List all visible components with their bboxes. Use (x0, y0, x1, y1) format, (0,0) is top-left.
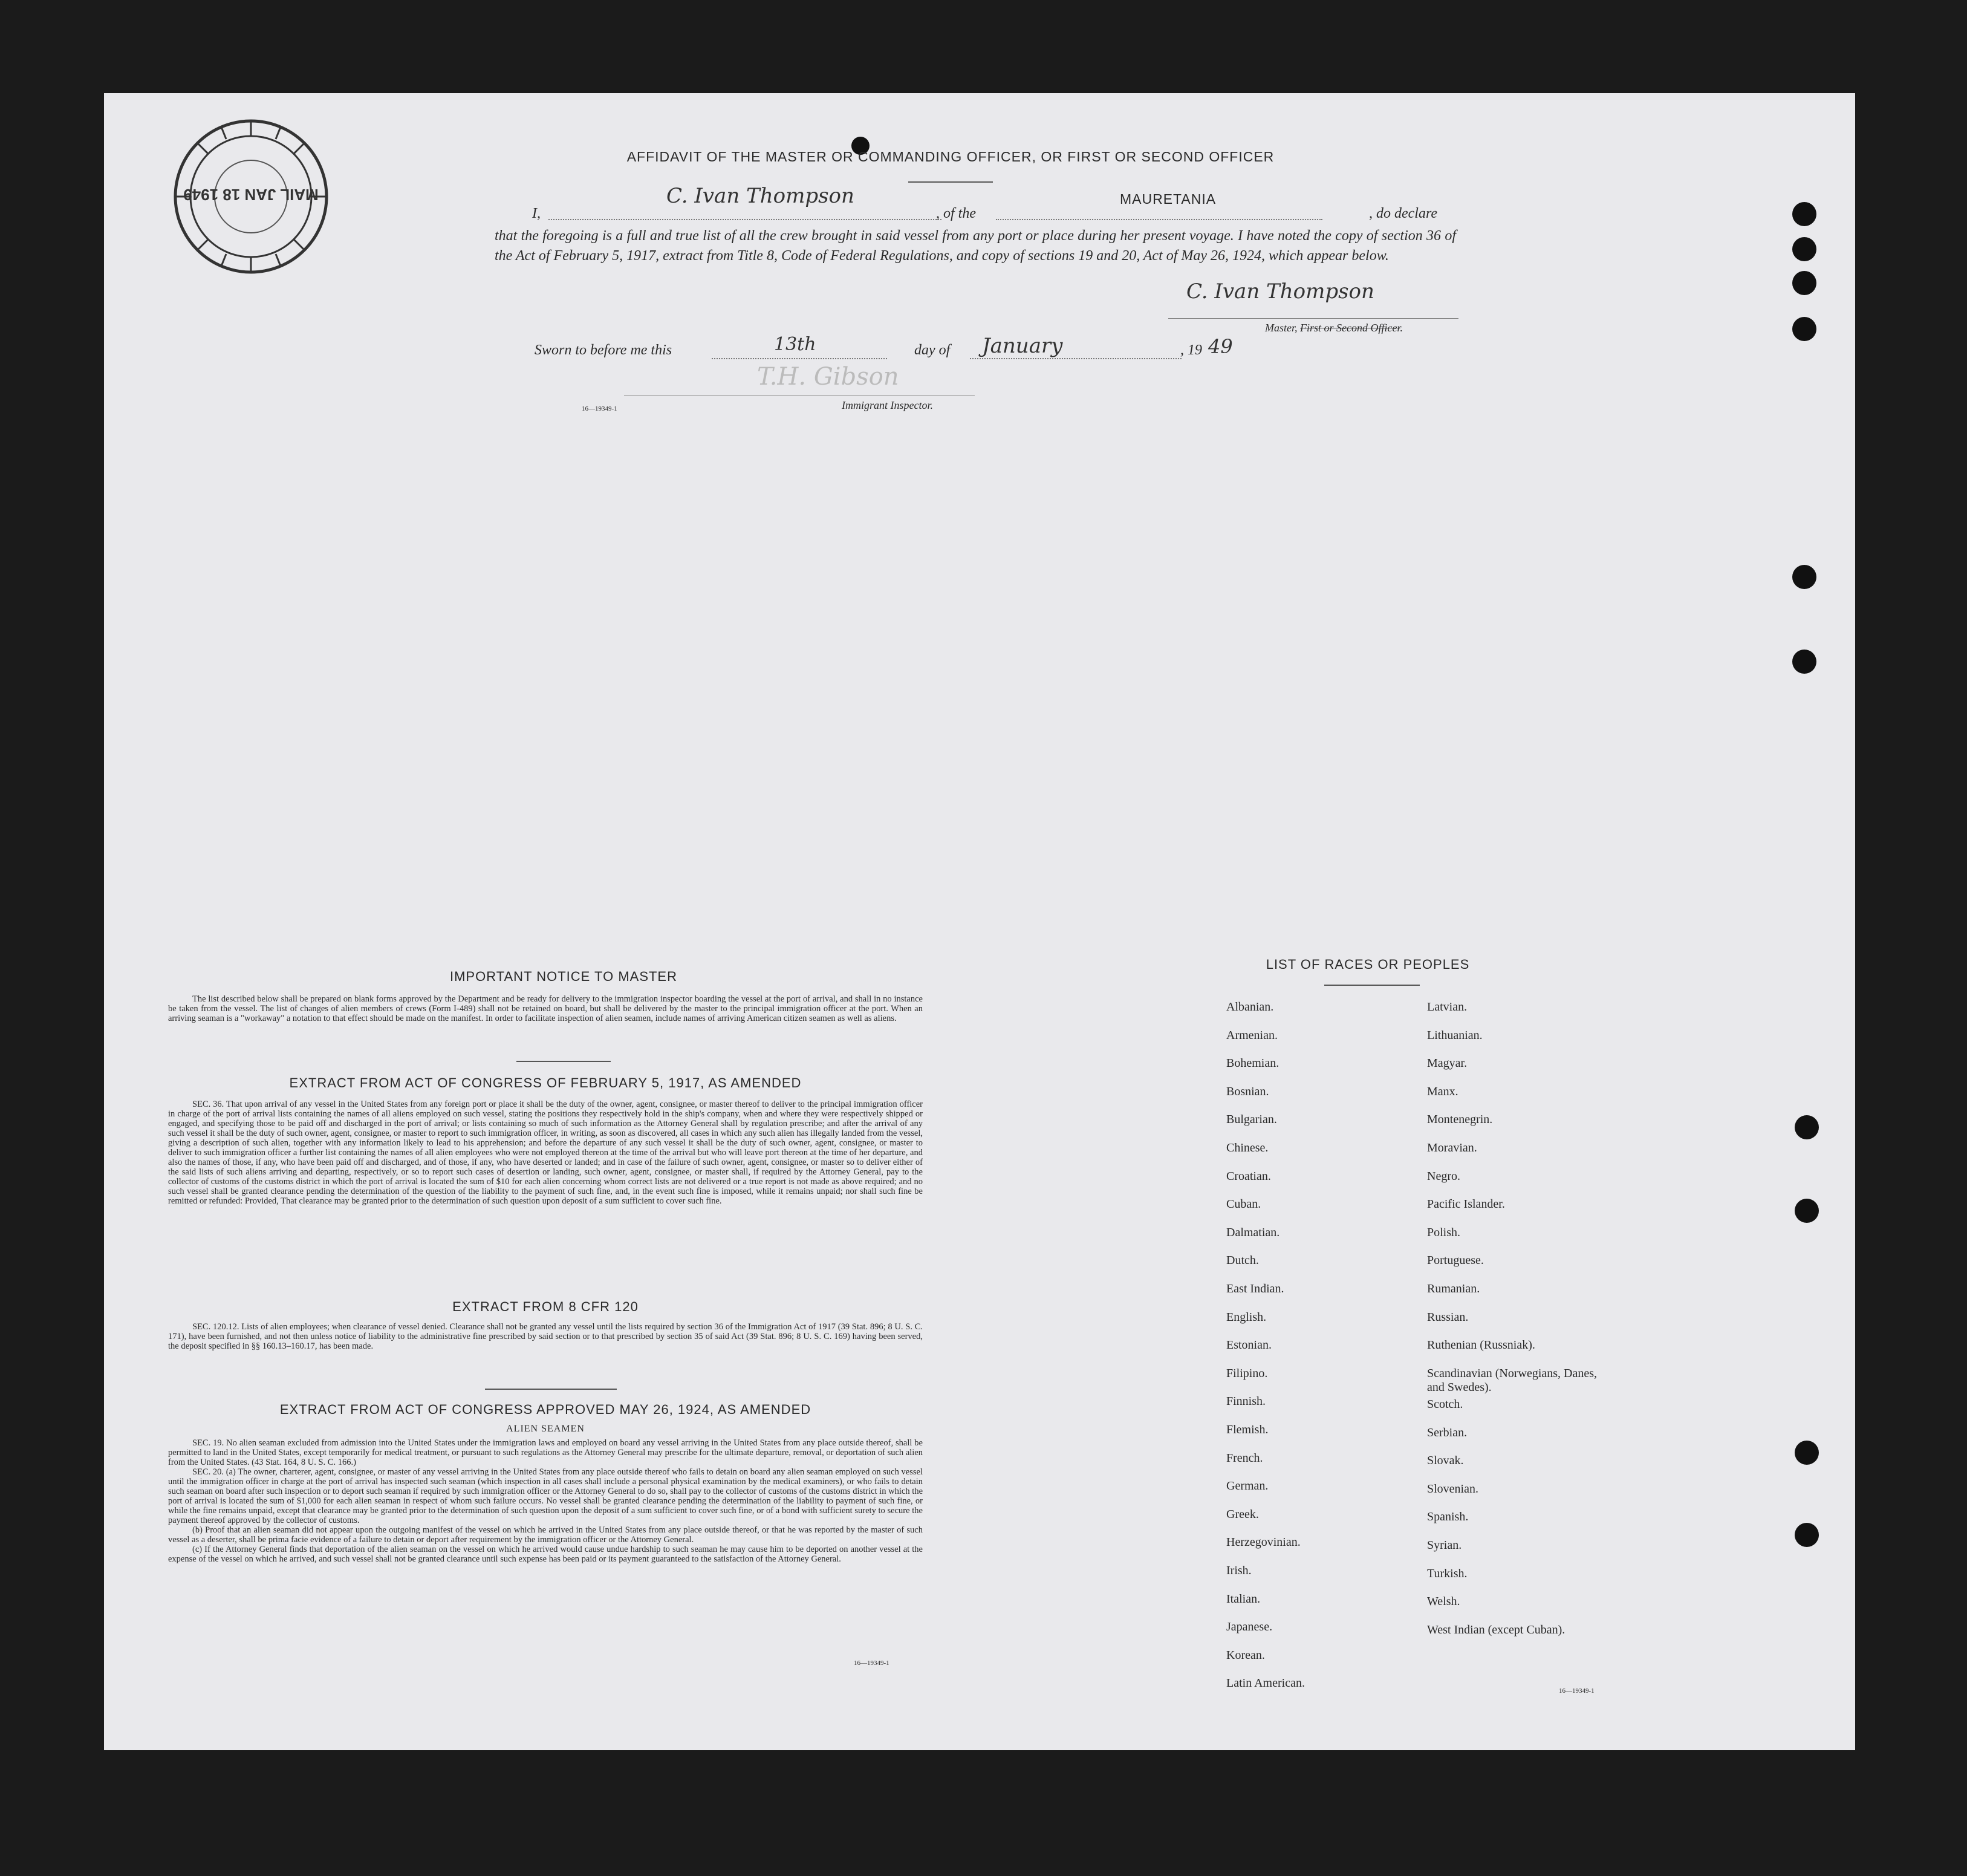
master-name-handwritten: C. Ivan Thompson (666, 184, 854, 208)
race-item: Turkish. (1427, 1566, 1468, 1580)
race-item: Montenegrin. (1427, 1113, 1493, 1127)
race-item: Latin American. (1226, 1676, 1305, 1690)
sworn-month-handwritten: January (982, 334, 1063, 358)
race-item: Scandinavian (Norwegians, Danes, and Swedes). (1427, 1366, 1598, 1394)
divider (908, 181, 993, 183)
race-item: Negro. (1427, 1169, 1460, 1183)
race-item: Cuban. (1226, 1197, 1261, 1211)
signature-caption-struck: First or Second Officer (1300, 322, 1400, 334)
race-item: Estonian. (1226, 1338, 1272, 1352)
day-line (712, 358, 887, 359)
race-item: Armenian. (1226, 1028, 1278, 1042)
extract-1924-title: EXTRACT FROM ACT OF CONGRESS APPROVED MAY 26, 1924, AS AMENDED (279, 1402, 811, 1417)
extract-1917-title: EXTRACT FROM ACT OF CONGRESS OF FEBRUARY 5, 1917, AS AMENDED (289, 1075, 802, 1090)
punch-hole (1792, 565, 1816, 589)
race-item: Korean. (1226, 1648, 1265, 1662)
extract-form-number: 16—19349-1 (854, 1659, 889, 1667)
extract-1917-body: SEC. 36. That upon arrival of any vessel in the United States from any foreign port or place it shall be the duty of the owner, agent, consignee, or master thereof to deliver to the principal immigration officer in charge of the port of arrival lists containing the names of all aliens employed on such vessel, stating the positions they respectively hold in the ship's company, when and where they were respectively shipped or engaged, and specifying those to be paid off and discharged in the port of arrival; or lists containing so much of such information as the Attorney General shall by regulation prescribe; and after the arrival of any such vessel it shall be the duty of such owner, agent, consignee, or master to report to such immigration officer, in writing, as soon as discovered, all cases in which any such alien has illegally landed from the vessel, giving a description of such alien, together with any information likely to lead to his apprehension; and before the departure of any such vessel it shall be the duty of such owner, agent, consignee, or master to deliver to such immigration officer a further list containing the names of all alien employees who were not employed thereon at the time of the arrival but who will leave port thereon at the time of her departure, and also the names of those, if any, who have been paid off and discharged, and of those, if any, who have deserted or landed; and in case of the failure of such owner, agent, consignee, or master so to deliver either of the said lists of such aliens arriving and departing, respectively, or so to report such cases of desertion or landing, such owner, agent, consignee, or master shall, if required by the Attorney General, pay to the collector of customs of the customs district in which the port of arrival is located the sum of $10 for each alien concerning whom correct lists are not delivered or a true report is not made as above required; and no such vessel shall be granted clearance pending the determination of the question of the liability to the payment of such fine, and, in the event such fine is imposed, while it remains unpaid; nor shall such fine be remitted or refunded: Provided, That clearance may be granted prior to the determination of such question upon deposit of a sum sufficient to cover such fine. (168, 1099, 923, 1206)
race-item: Rumanian. (1427, 1282, 1480, 1295)
race-item: Japanese. (1226, 1620, 1273, 1634)
race-item: English. (1226, 1310, 1267, 1324)
race-item: Italian. (1226, 1592, 1261, 1606)
race-item: Bulgarian. (1226, 1113, 1277, 1127)
extract-1924-body (168, 1438, 923, 1564)
race-item: Pacific Islander. (1427, 1197, 1505, 1211)
race-item: East Indian. (1226, 1282, 1284, 1295)
race-item: Syrian. (1427, 1539, 1462, 1552)
punch-hole (1795, 1441, 1819, 1465)
sworn-label: Sworn to before me this (535, 342, 672, 358)
i-label: I, (532, 206, 541, 221)
month-line (970, 358, 1182, 359)
punch-hole (1792, 650, 1816, 674)
race-item: Dalmatian. (1226, 1225, 1280, 1239)
race-item: French. (1226, 1451, 1263, 1465)
of-the-label: , of the (936, 206, 976, 221)
race-item: Flemish. (1226, 1423, 1269, 1436)
vessel-name: MAURETANIA (1120, 191, 1217, 207)
extract-1924-subtitle: ALIEN SEAMEN (506, 1424, 585, 1434)
affidavit-title: AFFIDAVIT OF THE MASTER OR COMMANDING OFFICER, OR FIRST OR SECOND OFFICER (626, 149, 1275, 164)
race-item: Spanish. (1427, 1510, 1469, 1524)
postmark-stamp (169, 115, 333, 278)
race-item: Croatian. (1226, 1169, 1271, 1183)
race-item: Moravian. (1427, 1141, 1477, 1155)
race-item: Dutch. (1226, 1254, 1259, 1268)
race-item: Polish. (1427, 1225, 1461, 1239)
race-item: Manx. (1427, 1084, 1458, 1098)
punch-hole (1792, 271, 1816, 295)
race-item: Irish. (1226, 1564, 1252, 1577)
sec-20a-text: SEC. 20. (a) The owner, charterer, agent, consignee, or master of any vessel arriving in the United States from any place outside thereof who fails to detain on board any alien seaman employed on such vessel until the immigration officer in charge at the port of arrival has inspected such seaman (which inspection in all cases shall include a personal physical examination by the medical examiners), or who fails to detain such seaman on board after such inspection or to deport such seaman if required by such immigration officer or the Attorney General to do so, shall pay to the collector of customs of the customs district in which the port of arrival is located the sum of $1,000 for each alien seaman in respect of whom such failure occurs. No vessel shall be granted clearance pending the determination of the liability to payment of such fine, or while the fine remains unpaid, except that clearance may be granted prior to the determination of such question upon the deposit of a sum sufficient to cover such fine, or of a bond with sufficient surety to secure the payment thereof approved by the collector of customs. (168, 1467, 923, 1525)
inspector-caption: Immigrant Inspector. (842, 399, 933, 411)
signature-caption: Master, First or Second Officer. (1265, 322, 1403, 334)
race-item: Bohemian. (1226, 1057, 1279, 1070)
sworn-day-handwritten: 13th (774, 334, 816, 355)
signature-caption-master: Master, (1265, 322, 1300, 334)
signature-line (1168, 318, 1458, 319)
sec-20c-text: (c) If the Attorney General finds that deportation of the alien seaman on the vessel on which he arrived would cause undue hardship to such seaman he may cause him to be deported on another vessel at the expense of the vessel on which he arrived, and such vessel shall not be granted clearance until such expense has been paid or its payment guaranteed to the satisfaction of the Attorney General. (168, 1545, 923, 1564)
race-item: Russian. (1427, 1310, 1469, 1324)
race-item: Latvian. (1427, 1000, 1468, 1014)
affidavit-body: that the foregoing is a full and true list of all the crew brought in said vessel from any port or place during her present voyage. I have noted the copy of section 36 of the Act of February 5, 1917, extract from Title 8, Code of Federal Regulations, and copy of sections 19 and 20, Act of May 26, 1924, which appear below. (495, 228, 1456, 264)
race-item: West Indian (except Cuban). (1427, 1623, 1565, 1637)
divider (485, 1389, 617, 1390)
race-item: Magyar. (1427, 1057, 1468, 1070)
race-item: Greek. (1226, 1507, 1259, 1521)
year-handwritten: 49 (1208, 335, 1233, 358)
notice-title: IMPORTANT NOTICE TO MASTER (449, 969, 677, 984)
punch-hole (1795, 1199, 1819, 1223)
year-label: , 19 (1180, 342, 1202, 358)
document-page (104, 93, 1855, 1750)
race-item: Bosnian. (1226, 1084, 1269, 1098)
do-declare-label: , do declare (1369, 206, 1438, 221)
divider (516, 1061, 611, 1062)
extract-cfr-body: SEC. 120.12. Lists of alien employees; when clearance of vessel denied. Clearance shall not be granted any vessel until the lists required by section 36 of the Immigration Act of 1917 (39 Stat. 896; 8 U. S. C. 171), have been furnished, and not then unless notice of liability to the administrative fine prescribed by said section or to that prescribed by section 35 of said Act (39 Stat. 896; 8 U. S. C. 169) having been served, the deposit specified in §§ 160.13–160.17, has been made. (168, 1322, 923, 1351)
punch-hole (1792, 202, 1816, 226)
race-item: Welsh. (1427, 1595, 1460, 1609)
punch-hole (1795, 1523, 1819, 1547)
race-item: Lithuanian. (1427, 1028, 1483, 1042)
race-item: Chinese. (1226, 1141, 1269, 1155)
race-item: Serbian. (1427, 1425, 1468, 1439)
race-item: Ruthenian (Russniak). (1427, 1338, 1535, 1352)
postmark-text: MAIL JAN 18 1949 (183, 186, 319, 204)
punch-hole (1795, 1115, 1819, 1139)
extract-cfr-title: EXTRACT FROM 8 CFR 120 (452, 1299, 639, 1314)
races-title: LIST OF RACES OR PEOPLES (1266, 957, 1470, 972)
race-item: German. (1226, 1479, 1269, 1493)
sec-19-text: SEC. 19. No alien seaman excluded from admission into the United States under the immigration laws and employed on board any vessel arriving in the United States from any place outside thereof, shall be permitted to land in the United States, except temporarily for medical treatment, or pursuant to such regulations as the Attorney General may prescribe for the ultimate departure, removal, or deportation of such alien from the United States. (43 Stat. 164, 8 U. S. C. 166.) (168, 1438, 923, 1467)
sec-20b-text: (b) Proof that an alien seaman did not appear upon the outgoing manifest of the vessel on which he arrived in the United States from any place outside thereof, or that he was reported by the master of such vessel as a deserter, shall be prima facie evidence of a failure to detain or deport after requirement by the immigration officer or the Attorney General. (168, 1525, 923, 1545)
punch-hole (1792, 237, 1816, 261)
day-of-label: day of (914, 342, 951, 358)
inspector-signature: T.H. Gibson (757, 363, 899, 391)
race-item: Scotch. (1427, 1398, 1463, 1412)
vessel-line (996, 219, 1322, 220)
race-item: Herzegovinian. (1226, 1536, 1301, 1549)
divider (1324, 985, 1420, 986)
notice-body: The list described below shall be prepared on blank forms approved by the Department and be ready for delivery to the immigration inspector boarding the vessel at the port of arrival, and shall in no instance be taken from the vessel. The list of changes of alien members of crews (Form I-489) shall not be retained on board, but shall be delivered by the master to the principal immigration officer at the port. When an arriving seaman is a "workaway" a notation to that effect should be made on the manifest. In order to facilitate inspection of alien seamen, include names of arriving American citizen seamen as well as aliens. (168, 994, 923, 1023)
punch-hole (1792, 317, 1816, 341)
race-item: Slovak. (1427, 1454, 1464, 1468)
race-item: Portuguese. (1427, 1254, 1484, 1268)
race-item: Filipino. (1226, 1366, 1268, 1380)
name-line (548, 219, 941, 220)
form-number: 16—19349-1 (582, 405, 617, 412)
races-form-number: 16—19349-1 (1559, 1687, 1595, 1695)
race-item: Finnish. (1226, 1395, 1266, 1409)
race-item: Slovenian. (1427, 1482, 1478, 1496)
master-signature: C. Ivan Thompson (1186, 279, 1374, 304)
race-item: Albanian. (1226, 1000, 1274, 1014)
